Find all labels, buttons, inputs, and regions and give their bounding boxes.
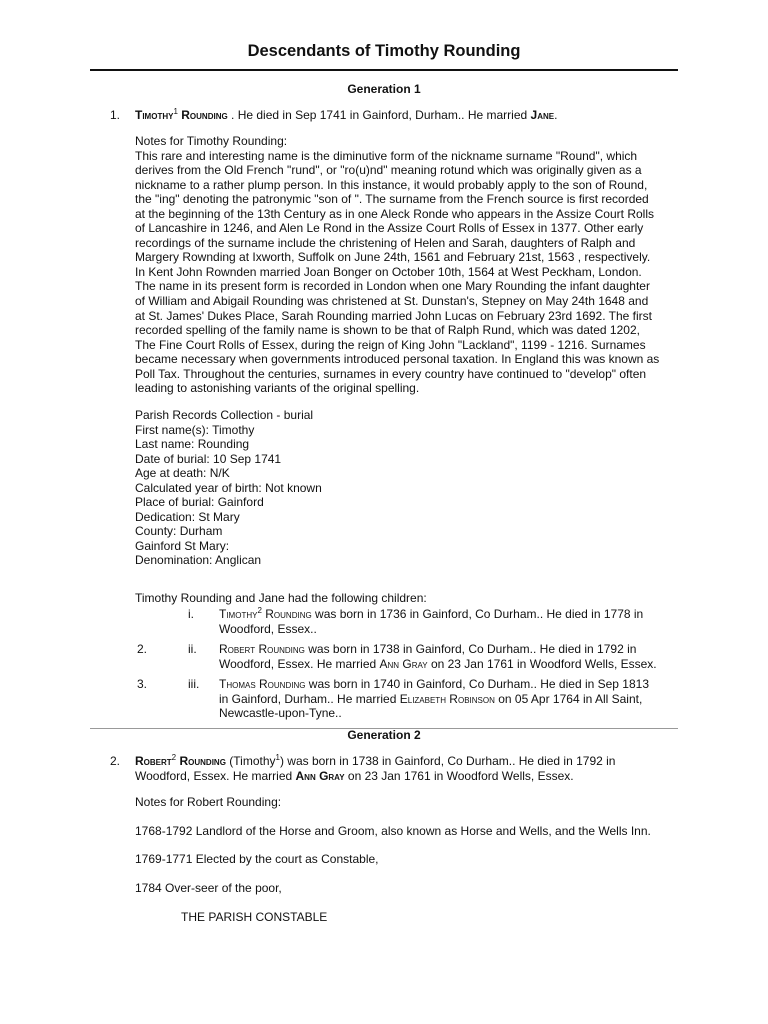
person-first-name: Timothy bbox=[135, 108, 174, 122]
record-line: Parish Records Collection - burial bbox=[135, 408, 314, 422]
child-roman-numeral: iii. bbox=[188, 677, 200, 691]
record-line: Dedication: St Mary bbox=[135, 509, 240, 524]
notes-line: became necessary when governments introduced personal taxation. In England this was known as bbox=[135, 352, 660, 367]
record-line: Date of burial: 10 Sep 1741 bbox=[135, 451, 282, 466]
notes-block bbox=[135, 134, 685, 396]
notes-line: recordings of the surname include the christening of Helen and Sarah, daughters of Ralph and bbox=[135, 235, 636, 250]
parish-record bbox=[135, 408, 322, 568]
notes-line: recorded spelling of the family name is shown to be that of Ralph Rund, which was dated 1202, bbox=[135, 323, 640, 338]
record-line: Calculated year of birth: Not known bbox=[135, 480, 322, 495]
child-roman-numeral: i. bbox=[188, 607, 194, 621]
child-entry bbox=[219, 642, 657, 671]
child-text: on 05 Apr 1764 in All Saint, bbox=[494, 691, 643, 706]
spouse-name: Ann Gray bbox=[379, 656, 428, 671]
record-line: County: Durham bbox=[135, 524, 223, 539]
notes-line: of Lancashire in 1246, and Alen Le Rond in the Assize Court Rolls of Essex in 1377. Other early bbox=[135, 221, 644, 236]
child-last-name: Rounding bbox=[259, 677, 306, 691]
notes-line: 1769-1771 Elected by the court as Constable, bbox=[135, 852, 379, 866]
child-last-name: Rounding bbox=[265, 607, 312, 621]
spouse-name: Ann Gray bbox=[295, 768, 345, 783]
record-line: First name(s): Timothy bbox=[135, 422, 255, 437]
generation-1-heading: Generation 1 bbox=[347, 82, 421, 96]
notes-line: This rare and interesting name is the diminutive form of the nickname surname "Round", which bbox=[135, 148, 638, 163]
record-line: Place of burial: Gainford bbox=[135, 495, 264, 510]
entry-text: . He died in Sep 1741 in Gainford, Durham.. He married bbox=[227, 108, 531, 122]
entry-end: . bbox=[554, 108, 558, 122]
record-line: Gainford St Mary: bbox=[135, 538, 230, 553]
child-text: Woodford, Essex.. bbox=[219, 621, 317, 636]
generation-superscript: 2 bbox=[171, 753, 177, 762]
child-entry bbox=[219, 677, 649, 721]
person-last-name: Rounding bbox=[181, 108, 228, 122]
child-text: was born in 1740 in Gainford, Co Durham.. He died in Sep 1813 bbox=[305, 677, 650, 691]
child-text: Newcastle-upon-Tyne.. bbox=[219, 706, 342, 720]
parent-name: Timothy bbox=[233, 754, 276, 768]
section-subheading: THE PARISH CONSTABLE bbox=[181, 910, 328, 924]
generation-superscript: 1 bbox=[173, 107, 178, 116]
entry-text: ) was born in 1738 in Gainford, Co Durham.. He died in 1792 in bbox=[279, 754, 616, 768]
notes-line: 1768-1792 Landlord of the Horse and Groom, also known as Horse and Wells, and the Wells Inn. bbox=[135, 824, 651, 838]
notes-line: In Kent John Rownden married Joan Bonger on October 10th, 1564 at West Peckham, London. bbox=[135, 264, 642, 279]
child-last-name: Rounding bbox=[258, 642, 305, 656]
notes-line: Poll Tax. Throughout the centuries, surnames in every country have continued to "develop" often bbox=[135, 366, 647, 381]
title-divider bbox=[90, 69, 678, 71]
record-line: Last name: Rounding bbox=[135, 437, 250, 452]
child-entry bbox=[219, 607, 643, 636]
record-line: Age at death: N/K bbox=[135, 466, 230, 481]
notes-line: The Fine Court Rolls of Essex, during the reign of King John "Lackland", 1199 - 1216. Surnames bbox=[135, 337, 646, 352]
record-line: Denomination: Anglican bbox=[135, 553, 262, 568]
notes-heading: Notes for Robert Rounding: bbox=[135, 795, 282, 809]
child-entry-number: 3. bbox=[137, 677, 148, 691]
entry-2: Robert$^2$ Rounding (Timothy$^1$) was born in 1738 in Gainford, Co Durham.. He died in 1792 in Woodford, Essex. He married Ann Gray on 23 Jan 1761 in Woodford Wells, Essex. bbox=[135, 753, 616, 783]
generation-superscript: 1 bbox=[275, 753, 280, 762]
person-last-name: Rounding bbox=[179, 754, 226, 768]
child-text: was born in 1738 in Gainford, Co Durham.. He died in 1792 in bbox=[304, 642, 637, 656]
child-first-name: Robert bbox=[219, 642, 256, 656]
notes-line: at St. James' Dukes Place, Sarah Rounding married John Lucas on February 23rd 1692. The first bbox=[135, 308, 653, 323]
notes-heading: Notes for Timothy Rounding: bbox=[135, 134, 288, 148]
child-text: on 23 Jan 1761 in Woodford Wells, Essex. bbox=[427, 656, 657, 671]
entry-1-line bbox=[135, 108, 557, 122]
child-first-name: Timothy bbox=[219, 607, 258, 621]
entry-number: 1. bbox=[110, 108, 121, 122]
notes-line: leading to astonishing variants of the original spelling. bbox=[135, 381, 420, 396]
entry-text: Woodford, Essex. He married bbox=[135, 768, 296, 783]
notes-line: 1784 Over-seer of the poor, bbox=[135, 881, 282, 895]
page-title: Descendants of Timothy Rounding bbox=[247, 42, 521, 60]
entry-number: 2. bbox=[110, 754, 121, 768]
child-roman-numeral: ii. bbox=[188, 642, 197, 656]
notes-line: derives from the Old French "rund", or "ro(u)nd" meaning rotund which was originally given as a bbox=[135, 163, 642, 178]
notes-line: Margery Rownding at Ixworth, Suffolk on June 24th, 1561 and February 21st, 1563 , respectively. bbox=[135, 250, 651, 265]
person-first-name: Robert bbox=[135, 754, 172, 768]
notes-line: nickname to a rather plump person. In this instance, it would probably apply to the son of Round, bbox=[135, 177, 648, 192]
notes-line: the "ing" denoting the patronymic "son of ". The surname from the French source is first recorded bbox=[135, 192, 649, 207]
child-entry-number: 2. bbox=[137, 642, 148, 656]
notes-line: at the beginning of the 13th Century as in one Aleck Ronde who appears in the Assize Court Rolls bbox=[135, 206, 654, 221]
generation-superscript: 2 bbox=[257, 606, 262, 615]
child-text: was born in 1736 in Gainford, Co Durham.. He died in 1778 in bbox=[311, 607, 644, 621]
spouse-name: Elizabeth Robinson bbox=[399, 691, 495, 706]
child-text: Woodford, Essex. He married bbox=[219, 656, 380, 671]
generation-2-heading: Generation 2 bbox=[347, 728, 421, 742]
child-text: in Gainford, Durham.. He married bbox=[219, 691, 400, 706]
entry-text: on 23 Jan 1761 in Woodford Wells, Essex. bbox=[344, 768, 574, 783]
notes-line: The name in its present form is recorded in London when one Mary Rounding the infant daughter bbox=[135, 279, 650, 294]
child-first-name: Thomas bbox=[219, 677, 256, 691]
spouse-name: Jane bbox=[530, 108, 555, 122]
notes-line: of William and Abigail Rounding was christened at St. Dunstan's, Stepney on May 24th 1648 and bbox=[135, 294, 649, 309]
children-intro: Timothy Rounding and Jane had the following children: bbox=[135, 591, 427, 605]
